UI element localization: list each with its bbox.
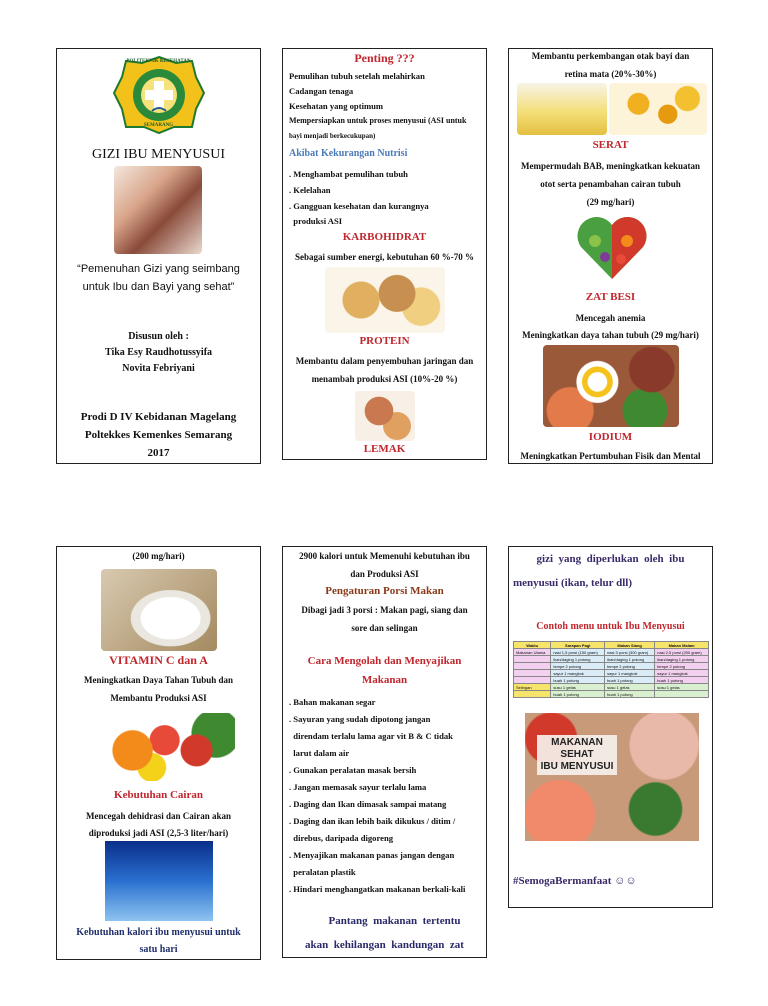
table-cell: sayur 1 mangkok (551, 670, 605, 677)
pantang-text-4: menyusui (ikan, telur dll) (513, 577, 632, 589)
table-cell (514, 670, 551, 677)
table-header-cell: Sarapan Pagi (551, 642, 605, 649)
akibat-item: produksi ASI (289, 216, 343, 226)
nutrition-panel-1 (282, 48, 487, 460)
table-row (514, 684, 709, 691)
kalori-value-1: 2900 kalori untuk Memenuhi kebutuhan ibu (299, 551, 470, 561)
table-cell: buah 1 potong (605, 691, 655, 698)
cairan-text-2: diproduksi jadi ASI (2,5-3 liter/hari) (88, 828, 229, 838)
table-header-cell: Waktu (514, 642, 551, 649)
nutrition-panel-3 (56, 546, 261, 960)
institution: Poltekkes Kemenkes Semarang (84, 429, 233, 441)
porsi-text-2: sore dan selingan (351, 623, 418, 633)
akibat-item: . Gangguan kesehatan dan kurangnya (289, 201, 429, 211)
vitamin-c-text-1: Meningkatkan Daya Tahan Tubuh dan (83, 675, 234, 685)
table-cell: tempe 2 potong (655, 663, 709, 670)
kalori-value-2: dan Produksi ASI (350, 569, 419, 579)
table-cell: buah 1 potong (551, 677, 605, 684)
poster-label (537, 735, 617, 775)
table-cell: buah 1 potong (655, 677, 709, 684)
menu-table (513, 641, 709, 698)
serat-text-2: otot serta penambahan cairan tubuh (540, 179, 681, 189)
cara-item: peralatan plastik (289, 867, 356, 877)
serat-heading: SERAT (592, 139, 629, 151)
logo-text-bottom: SEMARANG (143, 123, 174, 128)
table-cell (514, 656, 551, 663)
zat-besi-heading: ZAT BESI (585, 291, 636, 303)
cairan-heading: Kebutuhan Cairan (114, 789, 203, 801)
cara-item: . Daging dan ikan lebih baik dikukus / ditim / (289, 816, 456, 826)
protein-heading: PROTEIN (359, 335, 410, 347)
iodium-heading: IODIUM (588, 431, 633, 443)
karbohidrat-heading: KARBOHIDRAT (342, 231, 427, 243)
table-cell (514, 691, 551, 698)
iodium-dose: (200 mg/hari) (132, 551, 185, 561)
menu-panel (508, 546, 713, 908)
cara-item: . Gunakan peralatan masak bersih (289, 765, 417, 775)
cara-item: . Hindari menghangatkan makanan berkali-kali (289, 884, 466, 894)
cara-item: . Jangan memasak sayur terlalu lama (289, 782, 427, 792)
table-row (514, 691, 709, 698)
table-row (514, 670, 709, 677)
penting-item: Kesehatan yang optimum (289, 101, 384, 111)
lemak-text-1: Membantu perkembangan otak bayi dan (531, 51, 690, 61)
author-2: Novita Febriyani (122, 363, 195, 374)
water-glass-photo (105, 841, 213, 921)
protein-foods-photo (355, 391, 415, 441)
poster-line-2: SEHAT (560, 749, 594, 760)
cover-panel (56, 48, 261, 464)
table-row (514, 677, 709, 684)
akibat-item: . Menghambat pemulihan tubuh (289, 169, 408, 179)
cover-quote-line1: “Pemenuhan Gizi yang seimbang (77, 263, 240, 275)
porsi-heading: Pengaturan Porsi Makan (325, 585, 444, 597)
table-cell: susu 1 gelas (605, 684, 655, 691)
zat-besi-text-1: Mencegah anemia (575, 313, 646, 323)
table-cell (514, 677, 551, 684)
poster-line-3: IBU MENYUSUI (540, 761, 614, 772)
table-cell: Selingan (514, 684, 551, 691)
hashtag: #SemogaBermanfaat ☺☺ (513, 875, 637, 887)
logo-text-top: POLITEKNIK KESEHATAN (126, 59, 191, 64)
table-row (514, 656, 709, 663)
oil-photo (517, 83, 607, 135)
zat-besi-text-2: Meningkatkan daya tahan tubuh (29 mg/hari) (522, 330, 699, 340)
lemak-text-2: retina mata (20%-30%) (564, 69, 657, 79)
penting-heading: Penting ??? (354, 51, 415, 65)
author-label: Disusun oleh : (128, 331, 189, 342)
cairan-text-1: Mencegah dehidrasi dan Cairan akan (85, 811, 232, 821)
cara-heading-1: Cara Mengolah dan Menyajikan (307, 655, 462, 667)
table-cell: nasi 3 porsi (300 gram) (605, 649, 655, 656)
table-cell: susu 1 gelas (655, 684, 709, 691)
cara-item: . Daging dan Ikan dimasak sampai matang (289, 799, 447, 809)
cover-title: GIZI IBU MENYUSUI (92, 147, 225, 162)
cara-item: direndam terlalu lama agar vit B & C tidak (289, 731, 453, 741)
grains-photo (325, 267, 445, 333)
penting-item: Pemulihan tubuh setelah melahirkan (289, 71, 425, 81)
akibat-item: . Kelelahan (289, 185, 331, 195)
nutrition-panel-4 (282, 546, 487, 958)
vitamin-c-text-2: Membantu Produksi ASI (110, 693, 207, 703)
healthy-food-poster (525, 713, 699, 841)
author-1: Tika Esy Raudhotussyifa (104, 347, 213, 358)
table-cell (655, 691, 709, 698)
akibat-heading: Akibat Kekurangan Nutrisi (289, 148, 408, 159)
vegetable-heart-photo (575, 213, 649, 283)
table-cell: ikan/daging 1 potong (605, 656, 655, 663)
table-cell: susu 1 gelas (551, 684, 605, 691)
table-cell: buah 1 potong (551, 691, 605, 698)
cara-item: direbus, daripada digoreng (289, 833, 394, 843)
menu-heading: Contoh menu untuk Ibu Menyusui (536, 621, 685, 632)
table-cell: sayur 1 mangkok (655, 670, 709, 677)
cara-heading-2: Makanan (361, 674, 408, 686)
table-cell: nasi 2,5 porsi (250 gram) (655, 649, 709, 656)
penting-item: bayi menjadi berkecukupan) (289, 132, 376, 140)
fish-oil-capsules-photo (609, 83, 707, 135)
pantang-text-3: gizi yang diperlukan oleh ibu (536, 553, 685, 565)
table-cell: sayur 1 mangkok (605, 670, 655, 677)
pantang-text-2: akan kehilangan kandungan zat (305, 939, 464, 951)
iron-foods-photo (543, 345, 679, 427)
table-cell: ikan/daging 1 potong (551, 656, 605, 663)
table-cell: Makanan Utama (514, 649, 551, 656)
serat-text-1: Mempermudah BAB, meningkatkan kekuatan (520, 161, 701, 171)
fruits-vegetables-photo (107, 713, 235, 781)
table-row (514, 663, 709, 670)
protein-text-2: menambah produksi ASI (10%-20 %) (311, 374, 458, 384)
poster-line-1: MAKANAN (551, 737, 603, 748)
lemak-heading: LEMAK (363, 443, 406, 455)
mother-baby-photo (114, 166, 202, 254)
kalori-text-2: satu hari (139, 944, 178, 955)
cover-quote-line2: untuk Ibu dan Bayi yang sehat” (82, 281, 235, 293)
nutrition-panel-2 (508, 48, 713, 464)
serat-text-3: (29 mg/hari) (586, 197, 635, 207)
cara-item: . Menyajikan makanan panas jangan dengan (289, 850, 455, 860)
cara-item: . Sayuran yang sudah dipotong jangan (289, 714, 431, 724)
table-cell: ikan/daging 1 potong (655, 656, 709, 663)
year: 2017 (147, 447, 170, 459)
karbohidrat-text: Sebagai sumber energi, kebutuhan 60 %-70 % (294, 252, 475, 262)
cara-item: . Bahan makanan segar (289, 697, 376, 707)
penting-item: Cadangan tenaga (289, 86, 354, 96)
table-header-cell: Makan Siang (605, 642, 655, 649)
table-cell: tempe 2 potong (605, 663, 655, 670)
table-header-cell: Makan Malam (655, 642, 709, 649)
protein-text-1: Membantu dalam penyembuhan jaringan dan (295, 356, 474, 366)
table-cell (514, 663, 551, 670)
table-row (514, 642, 709, 649)
table-row (514, 649, 709, 656)
table-cell: tempe 2 potong (551, 663, 605, 670)
table-cell: buah 1 potong (605, 677, 655, 684)
salt-photo (101, 569, 217, 651)
vitamin-c-heading: VITAMIN C dan A (109, 653, 208, 667)
kalori-text-1: Kebutuhan kalori ibu menyusui untuk (76, 927, 241, 938)
pantang-text-1: Pantang makanan tertentu (328, 915, 461, 927)
table-cell: nasi 1,5 porsi (150 gram) (551, 649, 605, 656)
prodi: Prodi D IV Kebidanan Magelang (80, 411, 237, 423)
penting-item: Mempersiapkan untuk proses menyusui (ASI untuk (289, 116, 467, 125)
iodium-text: Meningkatkan Pertumbuhan Fisik dan Mental (520, 451, 701, 461)
cara-item: larut dalam air (289, 748, 350, 758)
porsi-text-1: Dibagi jadi 3 porsi : Makan pagi, siang dan (301, 605, 468, 615)
